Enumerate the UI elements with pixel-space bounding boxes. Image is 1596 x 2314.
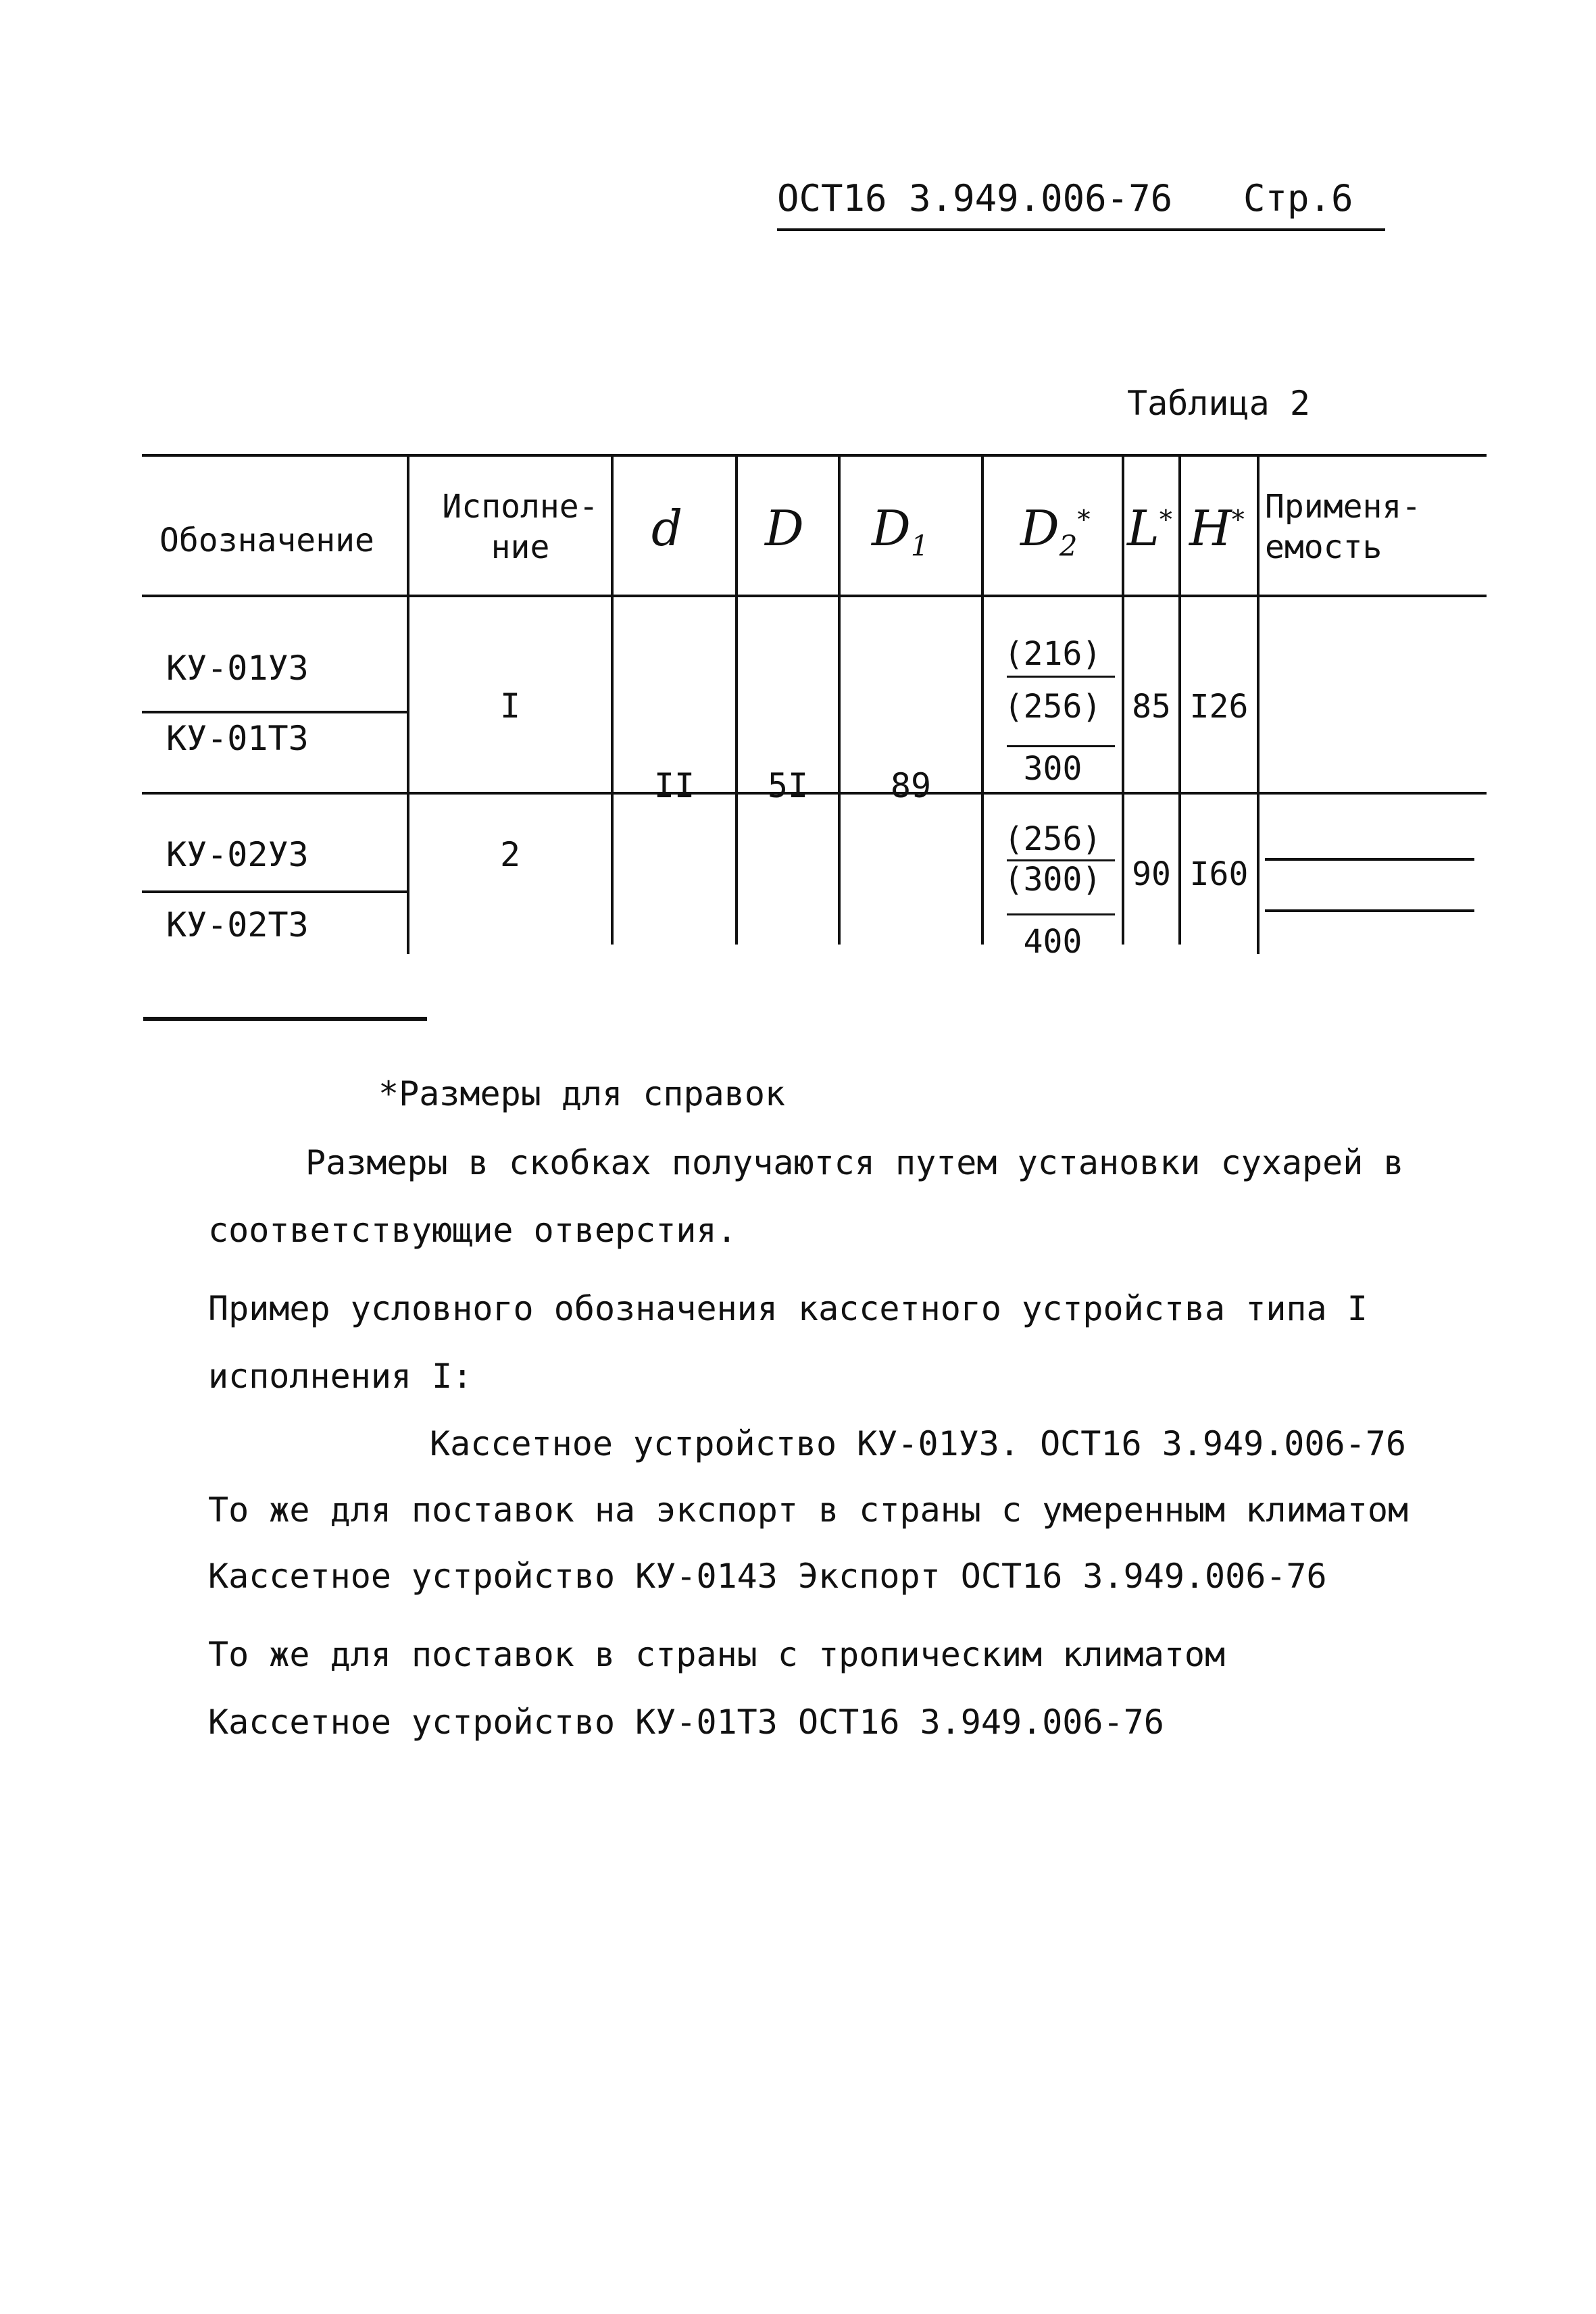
paragraph: То же для поставок в страны с тропическим климатом (208, 1635, 1226, 1674)
col-header-L: L* (1127, 500, 1172, 557)
d2-value: 400 (1023, 923, 1082, 961)
table-row-designation: КУ-01Т3 (166, 719, 309, 758)
header-rule (777, 228, 1385, 231)
paragraph: То же для поставок на экспорт в страны с умеренным климатом (208, 1490, 1409, 1530)
applicability-divider (1265, 909, 1474, 912)
col-header-D2: $D_2^*$ (1020, 500, 1091, 563)
table-caption: Таблица 2 (1127, 384, 1310, 423)
d2-value: (300) (1003, 861, 1102, 899)
example-designation: Кассетное устройство КУ-0143 Экспорт ОСТ16 3.949.006-76 (208, 1557, 1327, 1596)
example-designation: Кассетное устройство КУ-01Т3 ОСТ16 3.949.006-76 (208, 1703, 1164, 1742)
table-row-designation: КУ-01У3 (166, 649, 309, 688)
d2-fraction-line (1007, 745, 1115, 747)
col-header-version: Исполне- ние (442, 488, 599, 566)
D1-value: 89 (890, 766, 932, 805)
row-divider (142, 711, 407, 713)
col-separator (611, 457, 614, 945)
example-designation: Кассетное устройство КУ-01У3. ОСТ16 3.949.006-76 (430, 1424, 1406, 1463)
col-header-d: d (651, 500, 683, 557)
paragraph: соответствующие отверстия. (208, 1211, 737, 1250)
d-value: II (653, 766, 695, 805)
col-header-designation: Обозначение (159, 522, 374, 559)
d2-fraction-line (1007, 913, 1115, 915)
applicability-divider (1265, 858, 1474, 861)
col-separator (1257, 457, 1260, 954)
document-code: ОСТ16 3.949.006-76 (777, 177, 1173, 220)
l-value: 90 (1132, 855, 1171, 893)
col-header-D: D (765, 500, 804, 557)
h-value: I26 (1189, 688, 1249, 726)
col-header-H: H* (1189, 500, 1245, 557)
page-number: Стр.6 (1243, 177, 1353, 220)
version-value: I (499, 686, 521, 726)
table-header-rule (142, 595, 1487, 597)
paragraph: Размеры в скобках получаются путем установки сухарей в (305, 1143, 1404, 1182)
d2-value: (256) (1003, 688, 1102, 726)
col-header-D1: $D_1$ (872, 500, 929, 563)
d2-value: 300 (1023, 750, 1082, 788)
paragraph: Пример условного обозначения кассетного устройства типа I (208, 1289, 1368, 1328)
reference-note: *Размеры для справок (378, 1074, 786, 1113)
d2-value: (216) (1003, 635, 1102, 673)
l-value: 85 (1132, 688, 1171, 726)
table-top-rule (142, 454, 1487, 457)
version-value: 2 (499, 835, 521, 874)
h-value: I60 (1189, 855, 1249, 893)
table-row-designation: КУ-02У3 (166, 835, 309, 874)
footnote-rule (143, 1017, 427, 1021)
col-header-applicability: Применя- емость (1265, 488, 1422, 566)
col-separator (735, 457, 738, 945)
row-divider (142, 890, 407, 893)
d2-value: (256) (1003, 820, 1102, 858)
paragraph: исполнения I: (208, 1357, 473, 1396)
d2-fraction-line (1007, 676, 1115, 678)
table-row-designation: КУ-02Т3 (166, 905, 309, 945)
col-separator (838, 457, 841, 945)
D-value: 5I (767, 766, 809, 805)
